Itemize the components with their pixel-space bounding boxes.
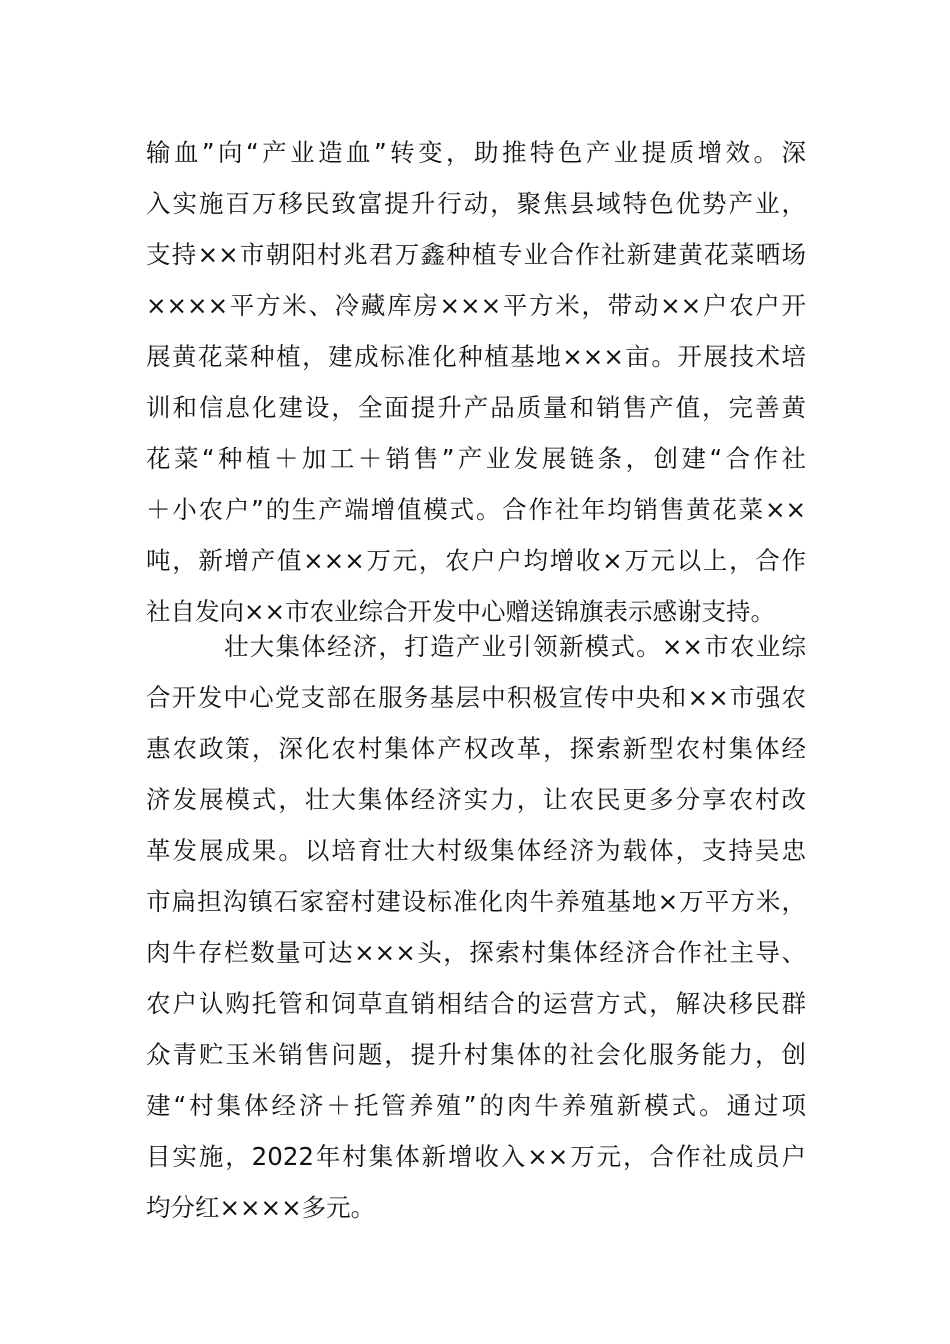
paragraph-line: 展黄花菜种植，建成标准化种植基地×××亩。开展技术培 [146, 342, 806, 371]
paragraph-line: 吨，新增产值×××万元，农户户均增收×万元以上，合作 [146, 546, 806, 575]
paragraph-line: 惠农政策，深化农村集体产权改革，探索新型农村集体经 [146, 734, 806, 763]
paragraph-line: 合开发中心党支部在服务基层中积极宣传中央和××市强农 [146, 683, 806, 712]
paragraph-line: 建“村集体经济＋托管养殖”的肉牛养殖新模式。通过项 [146, 1091, 806, 1120]
paragraph-line: 训和信息化建设，全面提升产品质量和销售产值，完善黄 [146, 393, 806, 422]
paragraph-line: 济发展模式，壮大集体经济实力，让农民更多分享农村改 [146, 785, 806, 814]
paragraph-line: 入实施百万移民致富提升行动，聚焦县域特色优势产业， [146, 189, 806, 218]
paragraph-line: 输血”向“产业造血”转变，助推特色产业提质增效。深 [146, 138, 806, 167]
paragraph-2 [146, 621, 806, 1233]
paragraph-line: 社自发向××市农业综合开发中心赠送锦旗表示感谢支持。 [146, 597, 776, 626]
paragraph-line: 农户认购托管和饲草直销相结合的运营方式，解决移民群 [146, 989, 806, 1018]
paragraph-line: 市扁担沟镇石家窑村建设标准化肉牛养殖基地×万平方米， [146, 887, 806, 916]
paragraph-1 [146, 127, 806, 637]
paragraph-line: 花菜“种植＋加工＋销售”产业发展链条，创建“合作社 [146, 444, 806, 473]
paragraph-line: ＋小农户”的生产端增值模式。合作社年均销售黄花菜×× [146, 495, 806, 524]
paragraph-line: 目实施，2022年村集体新增收入××万元，合作社成员户 [146, 1142, 806, 1171]
paragraph-line: 肉牛存栏数量可达×××头，探索村集体经济合作社主导、 [146, 938, 806, 967]
paragraph-line: 革发展成果。以培育壮大村级集体经济为载体，支持吴忠 [146, 836, 806, 865]
paragraph-line: 壮大集体经济，打造产业引领新模式。××市农业综 [224, 632, 806, 661]
paragraph-line: ××××平方米、冷藏库房×××平方米，带动××户农户开 [146, 291, 806, 320]
paragraph-line: 均分红××××多元。 [146, 1193, 376, 1222]
paragraph-line: 支持××市朝阳村兆君万鑫种植专业合作社新建黄花菜晒场 [146, 240, 806, 269]
paragraph-line: 众青贮玉米销售问题，提升村集体的社会化服务能力，创 [146, 1040, 806, 1069]
